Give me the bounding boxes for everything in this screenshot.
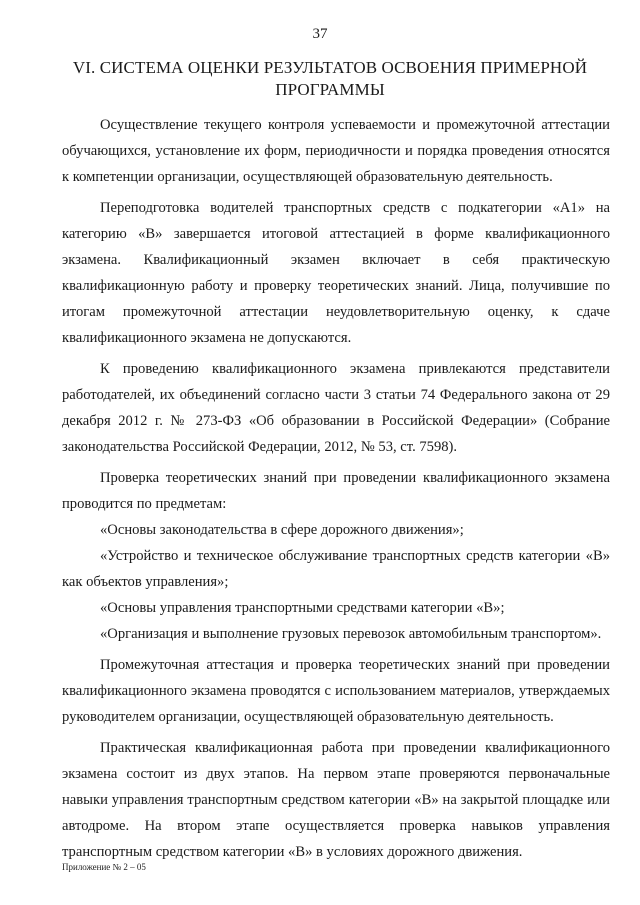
paragraph-materials: Промежуточная аттестация и проверка теоретических знаний при проведении квалификационного экзамена проводятся с использованием материалов, утверждаемых руководителем организации, осуществляющей образовательную деятельность. [62, 657, 610, 725]
footer-annex-label: Приложение № 2 – 05 [62, 862, 146, 872]
subject-item: «Устройство и техническое обслуживание транспортных средств категории «В» как объектов управления»; [62, 548, 610, 590]
section-title-line-2: ПРОГРАММЫ [275, 80, 385, 99]
document-body [62, 112, 610, 865]
section-title-line-1: VI. СИСТЕМА ОЦЕНКИ РЕЗУЛЬТАТОВ ОСВОЕНИЯ ПРИМЕРНОЙ [72, 58, 588, 77]
paragraph-control-competence: Осуществление текущего контроля успеваемости и промежуточной аттестации обучающихся, установление их форм, периодичности и порядка проведения относятся к компетенции организации, осуществляющей образовательную деятельность. [62, 117, 610, 185]
paragraph-final-attestation: Переподготовка водителей транспортных средств с подкатегории «А1» на категорию «В» завершается итоговой аттестацией в форме квалификационного экзамена. Квалификационный экзамен включает в себя практическую квалификационную работу и проверку теоретических знаний. Лица, получившие по итогам промежуточной аттестации неудовлетворительную оценку, к сдаче квалификационного экзамена не допускаются. [62, 200, 610, 346]
page-number: 37 [312, 26, 328, 42]
paragraph-practical-work: Практическая квалификационная работа при проведении квалификационного экзамена состоит из двух этапов. На первом этапе проверяются первоначальные навыки управления транспортным средством категории «В» на закрытой площадке или автодроме. На втором этапе осуществляется проверка навыков управления транспортным средством категории «В» в условиях дорожного движения. [62, 740, 610, 860]
paragraph-theory-subjects-intro: Проверка теоретических знаний при проведении квалификационного экзамена проводится по предметам: [62, 470, 610, 512]
subject-item: «Организация и выполнение грузовых перевозок автомобильным транспортом». [100, 626, 602, 642]
subject-item: «Основы законодательства в сфере дорожного движения»; [100, 522, 464, 538]
section-title [70, 57, 590, 101]
subject-item: «Основы управления транспортными средствами категории «В»; [100, 600, 505, 616]
paragraph-employers-representatives: К проведению квалификационного экзамена привлекаются представители работодателей, их объединений согласно части 3 статьи 74 Федерального закона от 29 декабря 2012 г. № 273-ФЗ «Об образовании в Российской Федерации» (Собрание законодательства Российской Федерации, 2012, № 53, ст. 7598). [62, 361, 610, 455]
